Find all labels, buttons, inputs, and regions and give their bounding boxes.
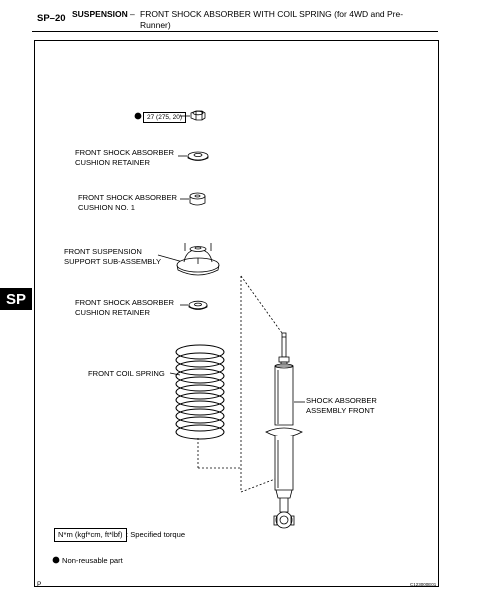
legend-non-reusable: Non-reusable part bbox=[62, 556, 123, 565]
legend-torque-unit: N*m (kgf*cm, ft*lbf) bbox=[54, 528, 127, 542]
shock-absorber-icon bbox=[266, 333, 302, 528]
section-title: SUSPENSION bbox=[72, 9, 128, 19]
cushion-icon bbox=[190, 193, 205, 205]
label-cushion-no1: FRONT SHOCK ABSORBER CUSHION NO. 1 bbox=[78, 193, 178, 212]
leader-support bbox=[158, 255, 183, 262]
legend-torque-desc: : Specified torque bbox=[126, 530, 186, 539]
footer-letter: P bbox=[37, 581, 42, 588]
torque-spec: 27 (275, 20) bbox=[143, 112, 186, 123]
page-title: FRONT SHOCK ABSORBER WITH COIL SPRING (for 4WD and Pre-Runner) bbox=[140, 9, 404, 30]
illustration-code: C123000E01 bbox=[410, 582, 437, 587]
page-number: SP–20 bbox=[37, 13, 66, 24]
section-tab[interactable]: SP bbox=[0, 288, 32, 310]
title-dash: – bbox=[130, 9, 135, 19]
label-cushion-retainer-upper: FRONT SHOCK ABSORBER CUSHION RETAINER bbox=[75, 148, 175, 167]
label-support-sub-assembly: FRONT SUSPENSION SUPPORT SUB-ASSEMBLY bbox=[64, 247, 162, 266]
alignment-guides bbox=[198, 276, 282, 492]
washer-lower-icon bbox=[189, 301, 207, 309]
label-shock-absorber: SHOCK ABSORBER ASSEMBLY FRONT bbox=[306, 396, 377, 415]
nut-icon bbox=[191, 111, 205, 120]
washer-upper-icon bbox=[188, 152, 208, 161]
coil-spring-icon bbox=[176, 345, 224, 439]
support-mount-icon bbox=[177, 243, 219, 275]
label-cushion-retainer-lower: FRONT SHOCK ABSORBER CUSHION RETAINER bbox=[75, 298, 175, 317]
non-reusable-legend-dot-icon bbox=[53, 557, 59, 563]
non-reusable-dot-icon bbox=[135, 113, 141, 119]
label-coil-spring: FRONT COIL SPRING bbox=[88, 369, 165, 378]
